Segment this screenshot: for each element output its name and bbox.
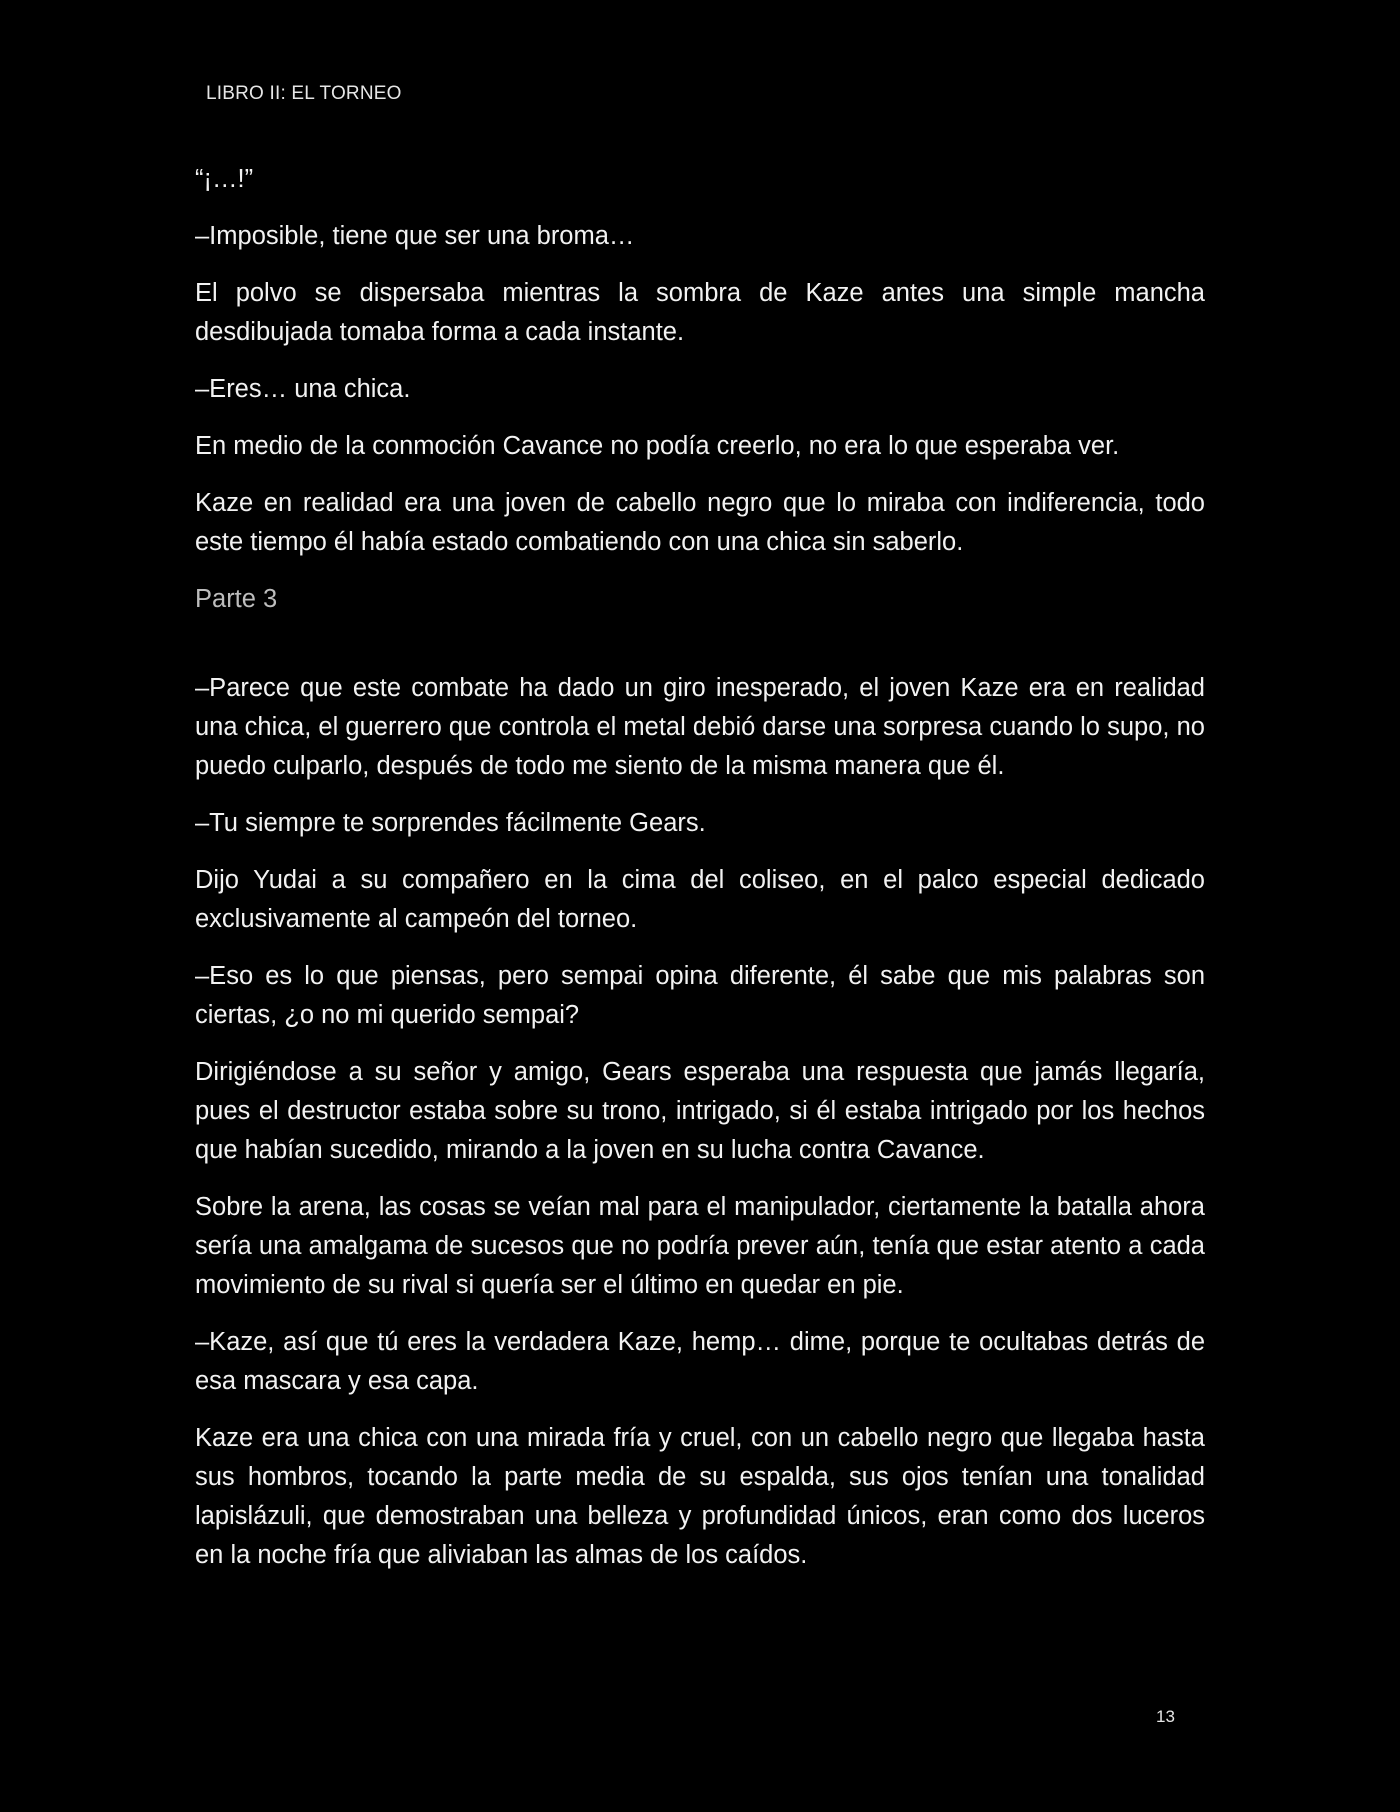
paragraph: –Imposible, tiene que ser una broma… bbox=[195, 222, 635, 250]
paragraph: –Parece que este combate ha dado un giro inesperado, el joven Kaze era en realidad una chica, el guerrero que controla el metal debió darse una sorpresa cuando lo supo, no puedo culparlo, después de todo me siento de la misma manera que él. bbox=[195, 674, 1205, 780]
paragraph: Kaze era una chica con una mirada fría y cruel, con un cabello negro que llegaba hasta sus hombros, tocando la parte media de su espalda, sus ojos tenían una tonalidad lapislázuli, que demostraban una belleza y profundidad únicos, eran como dos luceros en la noche fría que aliviaban las almas de los caídos. bbox=[195, 1424, 1205, 1569]
paragraph: Sobre la arena, las cosas se veían mal para el manipulador, ciertamente la batalla ahora sería una amalgama de sucesos que no podría prever aún, tenía que estar atento a cada movimiento de su rival si quería ser el último en quedar en pie. bbox=[195, 1193, 1205, 1299]
paragraph: En medio de la conmoción Cavance no podía creerlo, no era lo que esperaba ver. bbox=[195, 432, 1120, 460]
body-text bbox=[195, 160, 1205, 1593]
paragraph: –Eso es lo que piensas, pero sempai opina diferente, él sabe que mis palabras son ciertas, ¿o no mi querido sempai? bbox=[195, 962, 1205, 1029]
paragraph: Dijo Yudai a su compañero en la cima del coliseo, en el palco especial dedicado exclusivamente al campeón del torneo. bbox=[195, 866, 1205, 933]
page-number: 13 bbox=[1156, 1707, 1175, 1726]
paragraph: –Kaze, así que tú eres la verdadera Kaze, hemp… dime, porque te ocultabas detrás de esa mascara y esa capa. bbox=[195, 1328, 1205, 1395]
paragraph: El polvo se dispersaba mientras la sombra de Kaze antes una simple mancha desdibujada tomaba forma a cada instante. bbox=[195, 279, 1205, 346]
paragraph: Kaze en realidad era una joven de cabello negro que lo miraba con indiferencia, todo este tiempo él había estado combatiendo con una chica sin saberlo. bbox=[195, 489, 1205, 556]
paragraph: Dirigiéndose a su señor y amigo, Gears esperaba una respuesta que jamás llegaría, pues el destructor estaba sobre su trono, intrigado, si él estaba intrigado por los hechos que habían sucedido, mirando a la joven en su lucha contra Cavance. bbox=[195, 1058, 1205, 1164]
paragraph: “¡…!” bbox=[195, 165, 254, 193]
paragraph: –Tu siempre te sorprendes fácilmente Gears. bbox=[195, 809, 706, 837]
running-header: LIBRO II: EL TORNEO bbox=[206, 83, 402, 104]
section-heading: Parte 3 bbox=[195, 585, 278, 613]
paragraph: –Eres… una chica. bbox=[195, 375, 411, 403]
